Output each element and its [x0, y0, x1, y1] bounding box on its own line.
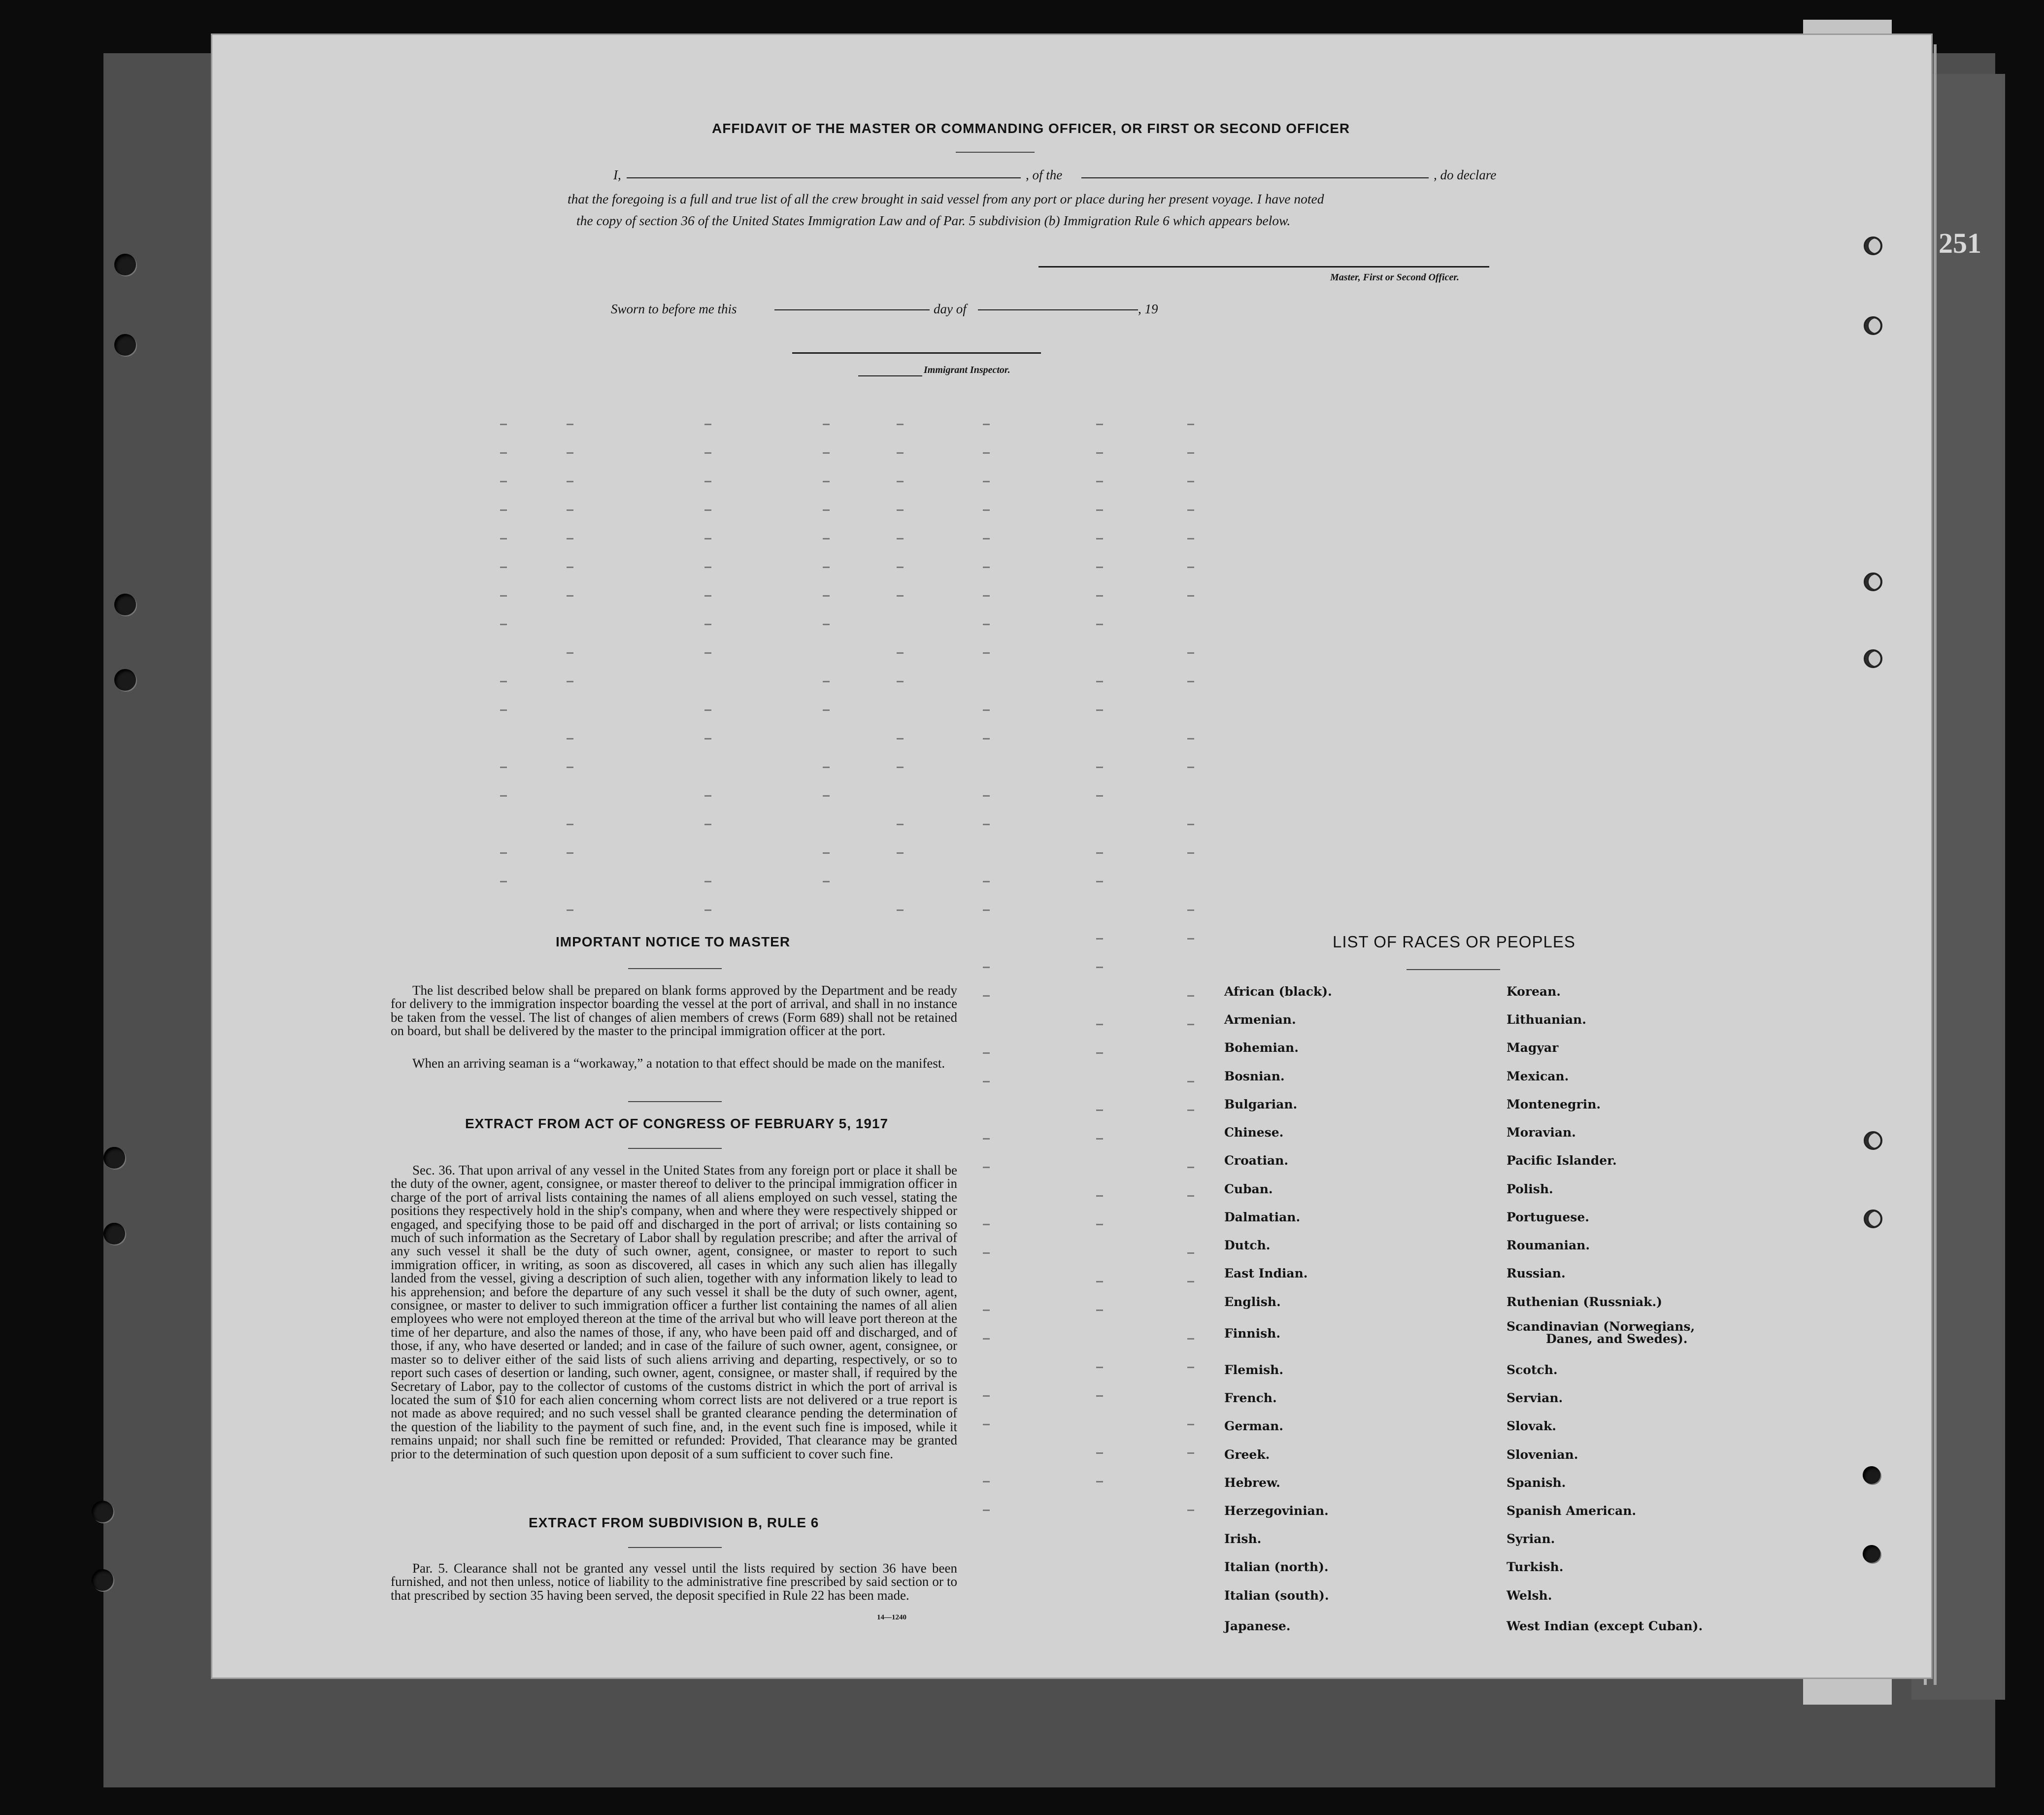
- column-marker: [567, 424, 573, 425]
- column-marker: [567, 852, 573, 854]
- binder-hole: [103, 1223, 125, 1244]
- race-entry-right: Syrian.: [1507, 1532, 1555, 1546]
- binder-hole-ring: [1864, 1131, 1882, 1150]
- column-marker: [704, 795, 711, 797]
- column-marker: [567, 595, 573, 597]
- race-entry-left: Bulgarian.: [1224, 1097, 1298, 1111]
- rule-extract-title: EXTRACT FROM SUBDIVISION B, RULE 6: [529, 1515, 819, 1530]
- column-marker: [897, 538, 904, 539]
- race-entry-right: Slovak.: [1507, 1419, 1556, 1433]
- race-entry-left: German.: [1224, 1419, 1283, 1433]
- column-marker: [1096, 1281, 1103, 1282]
- column-marker: [704, 595, 711, 597]
- column-marker: [1096, 1109, 1103, 1111]
- race-entry-left: Croatian.: [1224, 1153, 1289, 1168]
- column-marker: [567, 567, 573, 568]
- binder-hole: [1863, 1545, 1880, 1563]
- divider: [628, 1148, 722, 1149]
- column-marker: [897, 424, 904, 425]
- race-entry-right: Russian.: [1507, 1266, 1566, 1280]
- column-marker: [983, 795, 990, 797]
- column-marker: [500, 881, 507, 882]
- binder-hole: [114, 334, 136, 356]
- column-marker: [567, 767, 573, 768]
- column-marker: [1096, 1481, 1103, 1482]
- column-marker: [704, 509, 711, 511]
- column-marker: [983, 1338, 990, 1340]
- column-marker: [983, 709, 990, 711]
- binder-hole: [114, 594, 136, 615]
- race-entry-left: Chinese.: [1224, 1125, 1284, 1140]
- race-entry-right: Servian.: [1507, 1391, 1563, 1405]
- column-marker: [1096, 1195, 1103, 1197]
- divider: [628, 968, 722, 969]
- column-marker: [500, 424, 507, 425]
- race-entry-left: Dutch.: [1224, 1238, 1271, 1252]
- column-marker: [1096, 567, 1103, 568]
- column-marker: [704, 881, 711, 882]
- column-marker: [1187, 424, 1194, 425]
- column-marker: [1187, 595, 1194, 597]
- race-entry-right: Scandinavian (Norwegians,: [1507, 1319, 1695, 1334]
- column-marker: [1096, 709, 1103, 711]
- column-marker: [1187, 824, 1194, 825]
- sworn-year: , 19: [1138, 302, 1158, 316]
- page-number: 251: [1939, 227, 1981, 259]
- column-marker: [1187, 452, 1194, 454]
- column-marker: [500, 767, 507, 768]
- column-marker: [1187, 767, 1194, 768]
- race-entry-left: Greek.: [1224, 1447, 1270, 1462]
- column-marker: [897, 767, 904, 768]
- binder-hole: [92, 1569, 113, 1591]
- race-entry-right: Slovenian.: [1507, 1447, 1578, 1462]
- race-entry-right: Lithuanian.: [1507, 1012, 1586, 1027]
- column-marker: [567, 481, 573, 482]
- race-entry-left: East Indian.: [1224, 1266, 1308, 1280]
- race-entry-left: French.: [1224, 1391, 1277, 1405]
- column-marker: [1096, 452, 1103, 454]
- column-marker: [897, 909, 904, 911]
- affidavit-title: AFFIDAVIT OF THE MASTER OR COMMANDING OFFICER, OR FIRST OR SECOND OFFICER: [712, 121, 1350, 136]
- column-marker: [897, 595, 904, 597]
- column-marker: [1096, 481, 1103, 482]
- column-marker: [500, 509, 507, 511]
- race-entry-left: Bohemian.: [1224, 1041, 1299, 1055]
- affidavit-line1-i: I,: [613, 168, 621, 182]
- column-marker: [1187, 567, 1194, 568]
- race-entry-right: Welsh.: [1507, 1588, 1552, 1603]
- race-entry-right: Ruthenian (Russniak.): [1507, 1295, 1662, 1309]
- column-marker: [704, 909, 711, 911]
- race-entry-right: Korean.: [1507, 984, 1561, 999]
- act-extract-text: Sec. 36. That upon arrival of any vessel in the United States from any foreign port or place it shall be the duty of the owner, agent, consignee, or master thereof to deliver to the principal immigration officer in charge of the port of arrival lists containing the names of all aliens employed on such vessel, stating the positions they respectively hold in the ship's company, when and where they were respectively shipped or engaged, and specifying those to be paid off and discharged in the port of arrival; or lists containing so much of such information as the Secretary of Labor shall by regulation prescribe; and after the arrival of any such vessel it shall be the duty of such owner, agent, consignee, or master to report to such immigration officer, in writing, as soon as discovered, all cases in which any such alien has illegally landed from the vessel, giving a description of such alien, together with any information likely to lead to his apprehension; and before the departure of any such vessel it shall be the duty of such owner, agent, consignee, or master to deliver to such immigration officer a further list containing the names of all alien employees who were not employed thereon at the time of the arrival but who will leave port thereon at the time of her departure, and also the names of those, if any, who have been paid off and discharged, and of those, if any, who have deserted or landed; and in case of the failure of such owner, agent, consignee, or master so to deliver either of the said lists of such aliens arriving and departing, respectively, or so to report such cases of desertion or landing, such owner, agent, consignee, or master shall, if required by the Secretary of Labor, pay to the collector of customs of the customs district in which the port of arrival is located the sum of $10 for each alien concerning whom correct lists are not delivered or a true report is not made as above required; and no such vessel shall be granted clearance pending the determination of the question of the liability to the payment of such fine, and, in the event such fine is imposed, while it remains unpaid; nor shall such fine be remitted or refunded: Provided, That clearance may be granted prior to the determination of such question upon deposit of a sum sufficient to cover such fine.: [391, 1163, 957, 1461]
- column-marker: [983, 738, 990, 739]
- binder-hole-ring: [1864, 236, 1882, 255]
- affidavit-line2: that the foregoing is a full and true list of all the crew brought in said vessel from any port or place during her present voyage. I have noted: [568, 191, 1324, 206]
- column-marker: [823, 481, 830, 482]
- column-marker: [1096, 1310, 1103, 1311]
- column-marker: [1187, 481, 1194, 482]
- binder-hole-ring: [1864, 572, 1882, 591]
- column-marker: [500, 681, 507, 682]
- race-entry-left: Bosnian.: [1224, 1069, 1285, 1083]
- notice-text-2: When an arriving seaman is a “workaway,” a notation to that effect should be made on the manifest.: [412, 1056, 945, 1071]
- binder-hole: [1863, 1466, 1880, 1484]
- races-title: LIST OF RACES OR PEOPLES: [1333, 933, 1575, 951]
- column-marker: [1096, 681, 1103, 682]
- column-marker: [567, 509, 573, 511]
- column-marker: [897, 452, 904, 454]
- race-entry-right: Roumanian.: [1507, 1238, 1590, 1252]
- column-marker: [983, 1167, 990, 1168]
- race-entry-right-continuation: Danes, and Swedes).: [1546, 1332, 1688, 1346]
- column-marker: [823, 852, 830, 854]
- column-marker: [897, 481, 904, 482]
- column-marker: [500, 852, 507, 854]
- column-marker: [897, 652, 904, 654]
- column-marker: [983, 1424, 990, 1425]
- column-marker: [897, 509, 904, 511]
- column-marker: [983, 424, 990, 425]
- column-marker: [500, 538, 507, 539]
- column-marker: [823, 681, 830, 682]
- column-marker: [1187, 1510, 1194, 1511]
- column-marker: [823, 624, 830, 625]
- column-marker: [1187, 738, 1194, 739]
- column-marker: [1187, 1338, 1194, 1340]
- column-marker: [983, 995, 990, 997]
- column-marker: [500, 624, 507, 625]
- signature-label: Master, First or Second Officer.: [1330, 272, 1459, 283]
- race-entry-right: Moravian.: [1507, 1125, 1576, 1140]
- column-marker: [983, 1510, 990, 1511]
- column-marker: [500, 452, 507, 454]
- column-marker: [1096, 967, 1103, 968]
- column-marker: [983, 1052, 990, 1054]
- column-marker: [983, 967, 990, 968]
- column-marker: [567, 538, 573, 539]
- column-marker: [983, 595, 990, 597]
- column-marker: [704, 567, 711, 568]
- column-marker: [1187, 1024, 1194, 1025]
- column-marker: [1096, 938, 1103, 940]
- column-marker: [823, 767, 830, 768]
- sworn-month-line: [978, 309, 1138, 310]
- column-marker: [1096, 1052, 1103, 1054]
- race-entry-right: Magyar: [1507, 1041, 1559, 1055]
- binder-hole-ring: [1864, 649, 1882, 668]
- column-marker: [823, 709, 830, 711]
- race-entry-right: Spanish American.: [1507, 1504, 1637, 1518]
- column-marker: [983, 1224, 990, 1225]
- rule-extract-body: [391, 1562, 957, 1602]
- vessel-blank-line: [1081, 177, 1429, 178]
- sworn-day-of: day of: [934, 302, 967, 316]
- column-marker: [1096, 509, 1103, 511]
- binder-hole-ring: [1864, 316, 1882, 335]
- column-marker: [567, 681, 573, 682]
- race-entry-left: Herzegovinian.: [1224, 1504, 1329, 1518]
- column-marker: [500, 481, 507, 482]
- sworn-prefix: Sworn to before me this: [611, 302, 737, 316]
- divider: [628, 1547, 722, 1548]
- column-marker: [1096, 795, 1103, 797]
- column-marker: [1096, 767, 1103, 768]
- notice-title: IMPORTANT NOTICE TO MASTER: [556, 934, 791, 949]
- column-marker: [1096, 1024, 1103, 1025]
- column-marker: [1187, 1195, 1194, 1197]
- column-marker: [1187, 1081, 1194, 1082]
- column-marker: [1096, 424, 1103, 425]
- column-marker: [983, 1081, 990, 1082]
- column-marker: [823, 567, 830, 568]
- column-marker: [1187, 1281, 1194, 1282]
- column-marker: [500, 595, 507, 597]
- column-marker: [1187, 1167, 1194, 1168]
- race-entry-right: Portuguese.: [1507, 1210, 1589, 1224]
- column-marker: [823, 795, 830, 797]
- affidavit-line3: the copy of section 36 of the United States Immigration Law and of Par. 5 subdivision (b) Immigration Rule 6 which appears below.: [576, 213, 1291, 228]
- signature-line: [1039, 266, 1489, 268]
- column-marker: [567, 909, 573, 911]
- column-marker: [983, 881, 990, 882]
- race-entry-left: Dalmatian.: [1224, 1210, 1301, 1224]
- column-marker: [1187, 1367, 1194, 1368]
- race-entry-right: Polish.: [1507, 1182, 1553, 1196]
- divider: [956, 152, 1035, 153]
- column-marker: [1187, 909, 1194, 911]
- column-marker: [897, 567, 904, 568]
- column-marker: [1096, 1367, 1103, 1368]
- column-marker: [897, 738, 904, 739]
- affidavit-line1-ofthe: , of the: [1026, 168, 1063, 182]
- column-marker: [1096, 538, 1103, 539]
- column-marker: [1187, 938, 1194, 940]
- notice-paragraph-1: [391, 984, 957, 1038]
- column-marker: [1187, 852, 1194, 854]
- column-marker: [500, 709, 507, 711]
- race-entry-left: Italian (south).: [1224, 1588, 1329, 1603]
- column-marker: [823, 881, 830, 882]
- column-marker: [567, 452, 573, 454]
- race-entry-left: Cuban.: [1224, 1182, 1273, 1196]
- column-marker: [983, 509, 990, 511]
- column-marker: [567, 738, 573, 739]
- column-marker: [983, 824, 990, 825]
- column-marker: [1187, 509, 1194, 511]
- race-entry-right: Mexican.: [1507, 1069, 1569, 1083]
- column-marker: [1187, 681, 1194, 682]
- column-marker: [1187, 995, 1194, 997]
- column-marker: [897, 852, 904, 854]
- column-marker: [983, 1481, 990, 1482]
- race-entry-left: Armenian.: [1224, 1012, 1296, 1027]
- race-entry-right: Turkish.: [1507, 1560, 1564, 1574]
- column-marker: [983, 567, 990, 568]
- column-marker: [1187, 1452, 1194, 1454]
- affidavit-line1-declare: , do declare: [1434, 168, 1497, 182]
- column-marker: [567, 652, 573, 654]
- column-marker: [1096, 1138, 1103, 1140]
- column-marker: [704, 709, 711, 711]
- column-marker: [567, 824, 573, 825]
- column-marker: [704, 824, 711, 825]
- column-marker: [1096, 852, 1103, 854]
- divider: [628, 1101, 722, 1102]
- race-entry-left: Flemish.: [1224, 1363, 1284, 1377]
- notice-paragraph-2: [391, 1057, 957, 1070]
- race-entry-left: English.: [1224, 1295, 1281, 1309]
- column-marker: [823, 509, 830, 511]
- column-marker: [897, 824, 904, 825]
- column-marker: [983, 909, 990, 911]
- column-marker: [983, 652, 990, 654]
- column-marker: [704, 452, 711, 454]
- column-marker: [983, 481, 990, 482]
- divider: [1407, 969, 1500, 970]
- binder-hole: [114, 669, 136, 691]
- page-edge: [1934, 44, 1937, 1685]
- binder-hole: [92, 1501, 113, 1522]
- inspector-label: Immigrant Inspector.: [924, 365, 1010, 375]
- race-entry-left: Japanese.: [1224, 1619, 1291, 1633]
- act-extract-body: [391, 1164, 957, 1461]
- column-marker: [823, 424, 830, 425]
- race-entry-right: Pacific Islander.: [1507, 1153, 1617, 1168]
- column-marker: [823, 595, 830, 597]
- sworn-date-line: [774, 309, 930, 310]
- column-marker: [1187, 652, 1194, 654]
- column-marker: [983, 1138, 990, 1140]
- race-entry-right: Spanish.: [1507, 1476, 1566, 1490]
- column-marker: [983, 1310, 990, 1311]
- column-marker: [704, 538, 711, 539]
- column-marker: [983, 452, 990, 454]
- column-marker: [823, 538, 830, 539]
- notice-text-1: The list described below shall be prepared on blank forms approved by the Department and be ready for delivery to the immigration inspector boarding the vessel at the port of arrival, and shall in no instance be taken from the vessel. The list of changes of alien members of crews (Form 689) shall not be retained on board, but shall be delivered by the master to the principal immigration officer at the port.: [391, 983, 957, 1038]
- column-marker: [1187, 1424, 1194, 1425]
- race-entry-left: Hebrew.: [1224, 1476, 1280, 1490]
- race-entry-right: Scotch.: [1507, 1363, 1558, 1377]
- race-entry-left: Irish.: [1224, 1532, 1262, 1546]
- column-marker: [1096, 624, 1103, 625]
- binder-hole-ring: [1864, 1210, 1882, 1228]
- rule-extract-text: Par. 5. Clearance shall not be granted any vessel until the lists required by section 36 have been furnished, and not then unless, notice of liability to the administrative fine prescribed by said section or to that prescribed by section 35 having been served, the deposit specified in Rule 22 has been made.: [391, 1561, 957, 1603]
- column-marker: [983, 1395, 990, 1397]
- column-marker: [704, 652, 711, 654]
- race-entry-left: Finnish.: [1224, 1326, 1281, 1341]
- column-marker: [704, 424, 711, 425]
- inspector-prefix-line: [858, 375, 922, 376]
- column-marker: [1187, 1109, 1194, 1111]
- form-number: 14—1240: [877, 1613, 906, 1621]
- race-entry-right: Montenegrin.: [1507, 1097, 1601, 1111]
- column-marker: [1096, 881, 1103, 882]
- column-marker: [704, 624, 711, 625]
- race-entry-right: West Indian (except Cuban).: [1507, 1619, 1703, 1633]
- column-marker: [1187, 1252, 1194, 1254]
- column-marker: [1096, 1224, 1103, 1225]
- binder-hole: [103, 1147, 125, 1169]
- column-marker: [500, 795, 507, 797]
- column-marker: [823, 452, 830, 454]
- column-marker: [500, 567, 507, 568]
- column-marker: [1096, 1395, 1103, 1397]
- column-marker: [897, 681, 904, 682]
- inspector-signature-line: [792, 352, 1041, 354]
- race-entry-left: Italian (north).: [1224, 1560, 1329, 1574]
- column-marker: [983, 1252, 990, 1254]
- race-entry-left: African (black).: [1224, 984, 1332, 999]
- act-extract-title: EXTRACT FROM ACT OF CONGRESS OF FEBRUARY 5, 1917: [465, 1116, 889, 1131]
- name-blank-line: [627, 177, 1021, 178]
- column-marker: [1187, 538, 1194, 539]
- column-marker: [983, 538, 990, 539]
- column-marker: [704, 481, 711, 482]
- column-marker: [1096, 595, 1103, 597]
- binder-hole: [114, 254, 136, 275]
- column-marker: [1096, 1452, 1103, 1454]
- column-marker: [983, 624, 990, 625]
- column-marker: [704, 738, 711, 739]
